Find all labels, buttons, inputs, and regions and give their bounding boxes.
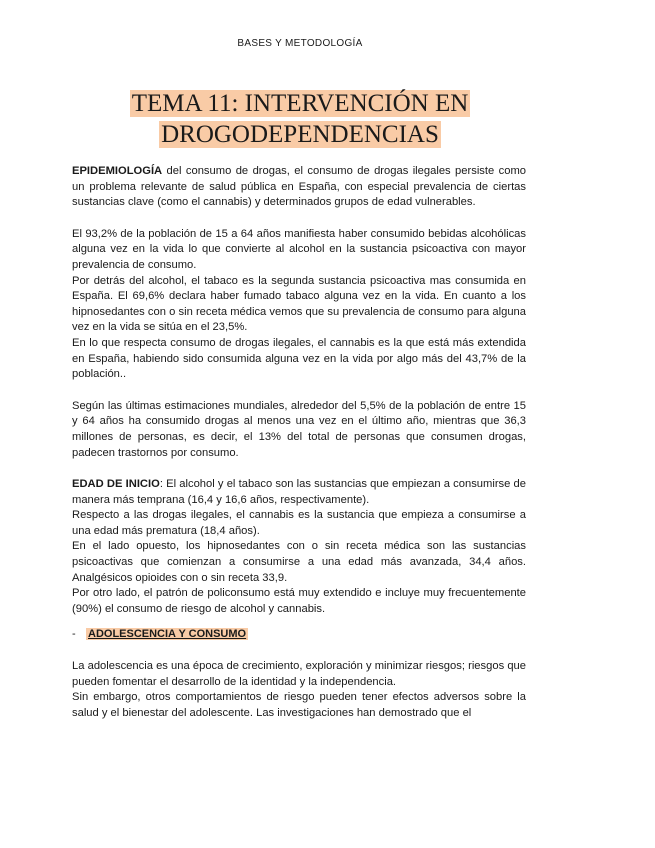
page-title (0, 88, 600, 150)
title-line-1: TEMA 11: INTERVENCIÓN EN (131, 90, 469, 117)
paragraph: Según las últimas estimaciones mundiales, alrededor del 5,5% de la población de entre 15 y 64 años ha consumido drogas al menos una vez en el último año, mientras que 36,3 millones de personas, es decir, el 13% del total de personas que consumen drogas, padecen trastornos por consumo. (72, 399, 526, 459)
bullet-marker: - (72, 628, 76, 641)
bullet-heading: ADOLESCENCIA Y CONSUMO (88, 628, 247, 641)
title-line-2: DROGODEPENDENCIAS (161, 121, 439, 148)
paragraph: Respecto a las drogas ilegales, el cannabis es la sustancia que empieza a consumirse a una edad más prematura (18,4 años). (72, 509, 526, 537)
document-body (72, 164, 526, 721)
section-bullet-adolescencia (72, 627, 526, 643)
paragraph-lead: EDAD DE INICIO (72, 478, 160, 491)
paragraph-epidemiologia: EPIDEMIOLOGÍA del consumo de drogas, el consumo de drogas ilegales persiste como un problema relevante de salud pública en España, con especial prevalencia de ciertas sustancias clave (como el cannabis) y determinados grupos de edad vulnerables. (72, 165, 526, 209)
paragraph: Por detrás del alcohol, el tabaco es la segunda sustancia psicoactiva mas consumida en España. El 69,6% declara haber fumado tabaco alguna vez en la vida. En cuanto a los hipnosedantes con o sin receta médica vemos que su prevalencia de consumo para alguna vez en la vida se sitúa en el 23,5%. (72, 274, 526, 334)
paragraph: Por otro lado, el patrón de policonsumo está muy extendido e incluye muy frecuentemente (90%) el consumo de riesgo de alcohol y cannabis. (72, 587, 526, 615)
paragraph: Sin embargo, otros comportamientos de riesgo pueden tener efectos adversos sobre la salud y el bienestar del adolescente. Las investigaciones han demostrado que el (72, 691, 526, 719)
paragraph-edad-inicio: EDAD DE INICIO: El alcohol y el tabaco son las sustancias que empiezan a consumirse de manera más temprana (16,4 y 16,6 años, respectivamente). (72, 478, 526, 506)
paragraph: El 93,2% de la población de 15 a 64 años manifiesta haber consumido bebidas alcohólicas alguna vez en la vida lo que convierte al alcohol en la sustancia psicoactiva con mayor prevalencia de consumo. (72, 227, 526, 271)
running-header: BASES Y METODOLOGÍA (237, 38, 363, 49)
paragraph: En lo que respecta consumo de drogas ilegales, el cannabis es la que está más extendida en España, habiendo sido consumida alguna vez en la vida por algo más del 43,7% de la población.. (72, 336, 526, 381)
paragraph: En el lado opuesto, los hipnosedantes con o sin receta médica son las sustancias psicoactivas que comienzan a consumirse a una edad más avanzada, 34,4 años. Analgésicos opioides con o sin receta 33,9. (72, 540, 526, 584)
paragraph: La adolescencia es una época de crecimiento, exploración y minimizar riesgos; riesgos que pueden fomentar el desarrollo de la identidad y la independencia. (72, 660, 526, 688)
paragraph-lead: EPIDEMIOLOGÍA (72, 165, 163, 177)
